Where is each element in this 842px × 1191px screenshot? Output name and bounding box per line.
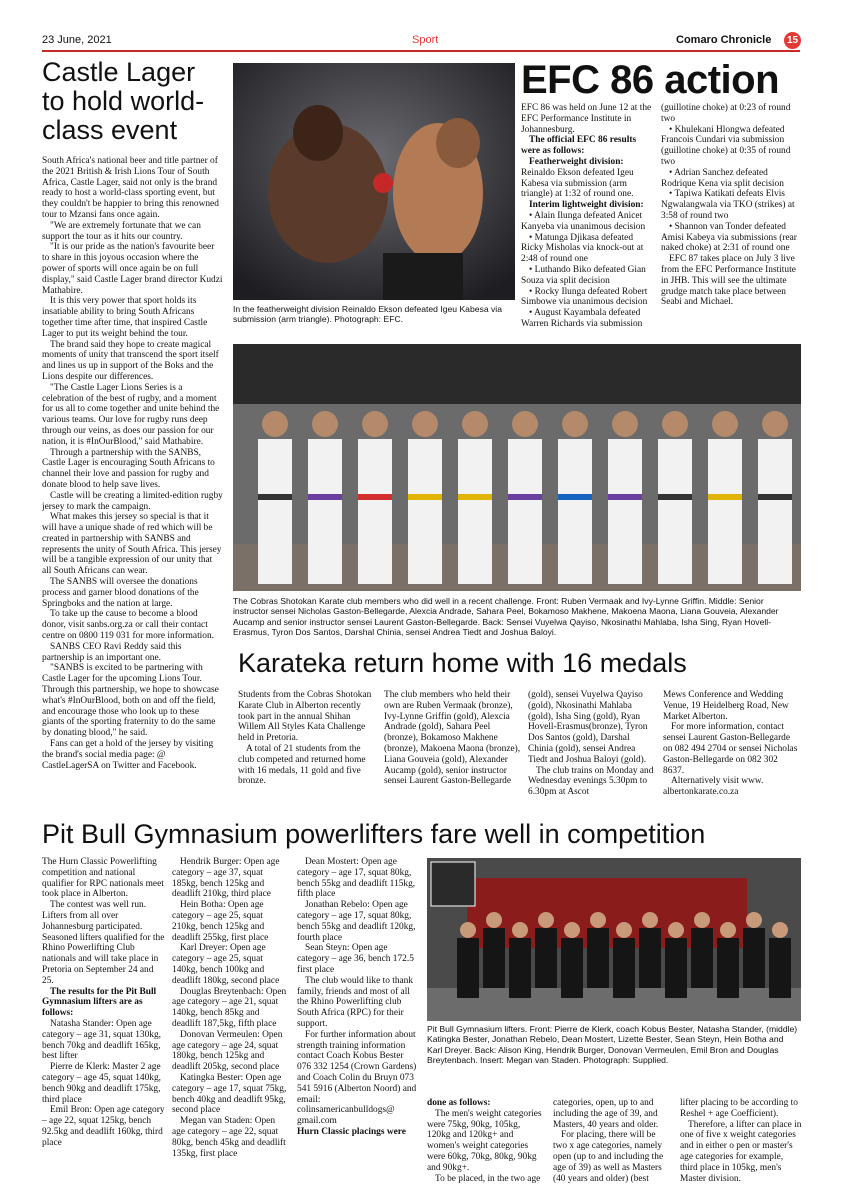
karate-belt	[258, 494, 292, 500]
lifter-head	[590, 912, 606, 928]
paragraph: For further information about strength training information contact Coach Kobus Bester 076 332 1254 (Crown Gardens) and Coach Colin du Bruyn 073 541 5916 (Alberton Noord) and email: colinsamericanbulldogs@ gmail.com	[297, 1029, 417, 1127]
efc-fight-illustration	[233, 63, 515, 300]
karate-column-4	[663, 690, 801, 800]
lifter-figure	[587, 928, 609, 988]
header-rule	[42, 50, 800, 52]
section-label: Sport	[412, 34, 439, 46]
karateka-figure	[308, 439, 342, 584]
pitbull-headline: Pit Bull Gymnasium powerlifters fare well in competition	[42, 819, 706, 849]
paragraph: To take up the cause to become a blood donor, visit sanbs.org.za or call their contact centre on 0800 119 031 for more information.	[42, 609, 215, 642]
karateka-figure	[508, 439, 542, 584]
paragraph: • Matunga Djikasa defeated Ricky Misholas via knock-out at 2:48 of round one	[521, 232, 644, 265]
page-number: 15	[784, 32, 801, 49]
paragraph: EFC 87 takes place on July 3 live from the EFC Performance Institute in JHB. This will see the ultimate grudge match take place between Seabi and Michael.	[661, 254, 796, 308]
karateka-figure	[608, 439, 642, 584]
karateka-figure	[358, 439, 392, 584]
karate-group-illustration	[233, 344, 801, 591]
lifter-head	[564, 922, 580, 938]
paragraph: Interim lightweight division:	[529, 200, 644, 211]
karate-belt	[708, 494, 742, 500]
lifter-head	[772, 922, 788, 938]
paragraph: Jonathan Rebelo: Open age category – age 17, squat 80kg, bench 55kg and deadlift 120kg, fourth place	[297, 900, 416, 943]
castle-headline: Castle Lager to hold world-class event	[42, 57, 205, 145]
paragraph: The contest was well run. Lifters from all over Johannesburg participated. Seasoned lifters qualified for the Rhino Powerlifting Club nationals and will take place in Pretoria on September 24 and 25.	[42, 900, 165, 986]
karateka-head	[612, 411, 638, 437]
paragraph: Donovan Vermeulen: Open age category – age 24, squat 180kg, bench 125kg and deadlift 205kg, second place	[172, 1029, 283, 1073]
paragraph: (guillotine choke) at 0:23 of round two	[661, 103, 791, 124]
paragraph: Emil Bron: Open age category – age 22, squat 125kg, bench 92.5kg and deadlift 160kg, third place	[42, 1105, 165, 1148]
karate-belt	[408, 494, 442, 500]
paragraph: • Luthando Biko defeated Gian Souza via split decision	[521, 264, 646, 286]
lifter-figure	[769, 938, 791, 998]
paragraph: Dean Mostert: Open age category – age 17, squat 80kg, bench 55kg and deadlift 115kg, fifth place	[297, 857, 416, 900]
karateka-figure	[408, 439, 442, 584]
karateka-head	[662, 411, 688, 437]
paragraph: For placing, there will be two x age categories, namely open (up to and including the age of 39) as well as Masters (40 years and older) (best	[553, 1130, 664, 1184]
paragraph: • Shannon van Tonder defeated Amisi Kabeya via submissions (rear naked choke) at 2:31 of round one	[661, 221, 797, 254]
pitbull-photo-caption: Pit Bull Gymnasium lifters. Front: Pierre de Klerk, coach Kobus Bester, Natasha Stander, (middle) Katingka Bester, Jonathan Rebelo, Dean Mostert, Lizette Bester, Sean Steyn, Hein Botha and Karl Dreyer. Back: Alison King, Hendrik Burger, Donovan Vermeulen, Emil Bron and Douglas Breytenbach. Insert: Megan van Staden. Photograph: Supplied.	[427, 1024, 798, 1066]
paragraph: SANBS CEO Ravi Reddy said this partnership is an important one.	[42, 641, 182, 663]
lifter-head	[720, 922, 736, 938]
paragraph: • Alain Ilunga defeated Anicet Kanyeba via unanimous decision	[521, 210, 646, 232]
paragraph: To be placed, in the two age	[435, 1173, 541, 1184]
issue-date: 23 June, 2021	[42, 34, 112, 46]
paragraph: Pierre de Klerk: Master 2 age category – age 45, squat 140kg, bench 90kg and deadlift 175kg, third place	[42, 1062, 161, 1105]
pitbull-group-illustration	[427, 858, 801, 1021]
lifter-figure	[665, 938, 687, 998]
castle-article-body	[42, 156, 223, 771]
karateka-figure	[758, 439, 792, 584]
paragraph: • Tapiwa Katikati defeats Elvis Ngwalangwala via TKO (strikes) at 3:58 of round two	[661, 189, 795, 221]
paragraph: Through a partnership with the SANBS, Castle Lager is encouraging South Africans to channel their love and passion for rugby and donate blood to help save lives.	[42, 447, 215, 490]
paragraph: Sean Steyn: Open age category – age 36, bench 172.5 first place	[297, 943, 414, 975]
lifter-head	[642, 912, 658, 928]
pitbull-column-6	[680, 1098, 802, 1184]
karateka-figure	[258, 439, 292, 584]
paragraph: Hurn Classic placings were	[297, 1126, 406, 1137]
efc-column-1	[521, 103, 654, 328]
pitbull-column-1	[42, 857, 167, 1157]
karateka-head	[312, 411, 338, 437]
lifter-head	[538, 912, 554, 928]
efc-photo-caption: In the featherweight division Reinaldo Ekson defeated Igeu Kabesa via submission (arm triangle). Photograph: EFC.	[233, 304, 502, 325]
paragraph: The club would like to thank family, friends and most of all the Rhino Powerlifting club South Africa (RPC) for their support.	[297, 975, 414, 1029]
paragraph: Reinaldo Ekson defeated Igeu Kabesa via submission (arm triangle) at 1:32 of round one.	[521, 167, 634, 200]
paragraph: The club trains on Monday and Wednesday evenings 5.30pm to 6.30pm at Ascot	[528, 765, 654, 798]
karate-belt	[458, 494, 492, 500]
lifter-figure	[717, 938, 739, 998]
paragraph: A total of 21 students from the club competed and returned home with 16 medals, 11 gold and five bronze.	[238, 743, 366, 787]
efc-headline: EFC 86 action	[521, 58, 780, 102]
karate-group-photo	[233, 344, 801, 591]
paragraph: Featherweight division:	[529, 156, 624, 167]
paragraph: The brand said they hope to create magical moments of unity that transcend the sport itself and lines us up in support of the Boks and the Lions despite our differences.	[42, 339, 219, 382]
karateka-head	[412, 411, 438, 437]
lifter-figure	[535, 928, 557, 988]
pitbull-column-4	[427, 1098, 544, 1184]
karateka-figure	[708, 439, 742, 584]
paragraph: Katingka Bester: Open age category – age 17, squat 75kg, bench 40kg and deadlift 95kg, second place	[172, 1072, 287, 1116]
paragraph: Castle will be creating a limited-edition rugby jersey to mark the campaign.	[42, 490, 223, 512]
pitbull-column-2	[172, 857, 290, 1157]
lifter-head	[668, 922, 684, 938]
paragraph: Natasha Stander: Open age category – age 31, squat 130kg, bench 70kg and deadlift 165kg, best lifter	[42, 1018, 161, 1062]
lifter-head	[616, 922, 632, 938]
paragraph: The men's weight categories were 75kg, 90kg, 105kg, 120kg and 120kg+ and women's weight categories were 60kg, 70kg, 80kg, 90kg and 90kg+.	[427, 1108, 542, 1173]
paragraph: • Rocky Ilunga defeated Robert Simbowe via unanimous decision	[521, 286, 648, 308]
paragraph: "It is our pride as the nation's favourite beer to share in this joyous occasion where the power of sports will once again be on full display," said Castle Lager brand director Kudzi Mathabire.	[42, 242, 223, 296]
lifter-head	[694, 912, 710, 928]
lifter-figure	[691, 928, 713, 988]
lifter-figure	[509, 938, 531, 998]
karate-belt	[758, 494, 792, 500]
karate-article-body	[238, 690, 801, 800]
paragraph: Douglas Breytenbach: Open age category – age 21, squat 140kg, bench 85kg and deadlift 187,5kg, fifth place	[172, 986, 287, 1029]
efc-column-2	[661, 103, 801, 328]
karateka-head	[462, 411, 488, 437]
paragraph: Hein Botha: Open age category – age 25, squat 210kg, bench 125kg and deadlift 255kg, first place	[172, 900, 269, 943]
karateka-figure	[658, 439, 692, 584]
lifter-figure	[457, 938, 479, 998]
paragraph: • August Kayambala defeated Warren Richards via submission	[521, 308, 643, 329]
paragraph: (gold), sensei Vuyelwa Qayiso (gold), Nkosinathi Mahlaba (gold), Isha Sing (gold), Ryan Hovell-Erasmus(bronze), Tyron Dos Santos (gold), Darshal Chinia (gold), sensei Andrea Tiedt and Joshua Baloyi (gold).	[528, 690, 648, 765]
lifter-head	[512, 922, 528, 938]
karate-belt	[658, 494, 692, 500]
paragraph: categories, open, up to and including the age of 39, and Masters, 40 years and older.	[553, 1098, 659, 1130]
paragraph: Therefore, a lifter can place in one of five x weight categories and in either o pen or master's age categories for example, third place in 105kg, men's Master division.	[680, 1119, 802, 1184]
karateka-head	[562, 411, 588, 437]
karate-belt	[608, 494, 642, 500]
pitbull-column-3	[297, 857, 419, 1157]
paragraph: For more information, contact sensei Laurent Gaston-Bellegarde on 082 494 2704 or sensei Nicholas Gaston-Bellegarde on 082 302 8637.	[663, 722, 798, 776]
paragraph: Megan van Staden: Open age category – age 22, squat 80kg, bench 45kg and deadlift 135kg, first place	[172, 1116, 286, 1159]
paragraph: The official EFC 86 results were as follows:	[521, 135, 637, 157]
paragraph: "SANBS is excited to be partnering with Castle Lager for the upcoming Lions Tour. Through this partnership, we hope to showcase what's #InOurBlood, both on and off the field, and encourage those who look up to these giants of the sporting fraternity to do the same by donating blood," he said.	[42, 663, 219, 739]
karate-belt	[508, 494, 542, 500]
karate-column-1	[238, 690, 376, 800]
lifter-head	[486, 912, 502, 928]
paragraph: The SANBS will oversee the donations process and garner blood donations of the Springboks and the nation at large.	[42, 577, 199, 609]
paragraph: Karl Dreyer: Open age category – age 25, squat 140kg, bench 100kg and deadlift 180kg, second place	[172, 943, 280, 986]
paragraph: Hendrik Burger: Open age category – age 37, squat 185kg, bench 125kg and deadlift 210kg, third place	[172, 857, 280, 900]
karate-belt	[558, 494, 592, 500]
page-header	[42, 33, 800, 49]
pitbull-column-5	[553, 1098, 670, 1184]
karate-column-3	[528, 690, 656, 800]
lifter-figure	[639, 928, 661, 988]
lifter-figure	[483, 928, 505, 988]
lifter-figure	[561, 938, 583, 998]
paragraph: Mews Conference and Wedding Venue, 19 Heidelberg Road, New Market Alberton.	[663, 690, 789, 722]
paragraph: It is this very power that sport holds its insatiable ability to bring South Africans together time after time, that inspired Castle Lager to put its weight behind the tour.	[42, 296, 208, 339]
paragraph: • Adrian Sanchez defeated Rodrique Kena via split decision	[661, 167, 784, 189]
karateka-head	[762, 411, 788, 437]
karate-belt	[358, 494, 392, 500]
paragraph: Students from the Cobras Shotokan Karate Club in Alberton recently took part in the annual Shihan Willem All Styles Kata Challenge held in Pretoria.	[238, 690, 372, 744]
paragraph: lifter placing to be according to Reshel + age Coefficient).	[680, 1098, 798, 1119]
karate-belt	[308, 494, 342, 500]
paragraph: The Hurn Classic Powerlifting competition and national qualifier for RPC nationals meet took place in Alberton.	[42, 857, 164, 900]
efc-fight-photo	[233, 63, 515, 300]
karateka-head	[362, 411, 388, 437]
paragraph: Alternatively visit www. albertonkarate.co.za	[663, 776, 764, 798]
paragraph: "The Castle Lager Lions Series is a celebration of the best of rugby, and a moment for us all to come together and unite behind the various teams. Our love for rugby runs deep through our veins, as does our passion for our nation, it is #InOurBlood," said Mathabire.	[42, 382, 220, 447]
paragraph: The results for the Pit Bull Gymnasium lifters are as follows:	[42, 986, 157, 1019]
karateka-head	[712, 411, 738, 437]
paragraph: EFC 86 was held on June 12 at the EFC Performance Institute in Johannesburg.	[521, 103, 652, 135]
karate-column-2	[384, 690, 522, 800]
lifter-figure	[613, 938, 635, 998]
paragraph: • Khulekani Hlongwa defeated Francois Cundari via submission (guillotine choke) at 0:35 of round two	[661, 124, 791, 167]
karateka-head	[512, 411, 538, 437]
newspaper-name: Comaro Chronicle	[676, 34, 772, 46]
paragraph: done as follows:	[427, 1098, 491, 1108]
lifter-figure	[743, 928, 765, 988]
pitbull-group-photo	[427, 858, 801, 1021]
paragraph: "We are extremely fortunate that we can support the tour as it hits our country.	[42, 220, 201, 242]
paragraph: South Africa's national beer and title partner of the 2021 British & Irish Lions Tour of South Africa, Castle Lager, said not only is the brand ready to host a world-class sporting event, but they couldn't be happier to bring this renowned tour to Mzansi fans once again.	[42, 156, 219, 220]
karate-headline: Karateka return home with 16 medals	[238, 648, 687, 678]
karateka-figure	[458, 439, 492, 584]
paragraph: Fans can get a hold of the jersey by visiting the brand's social media page: @ CastleLagerSA on Twitter and Facebook.	[42, 739, 214, 771]
karate-photo-caption: The Cobras Shotokan Karate club members who did well in a recent challenge. Front: Ruben Vermaak and Ivy-Lynne Griffin. Middle: Senior instructor sensei Nicholas Gaston-Bellegarde, Alexcia Andrade, Sahara Peel, Bokamoso Makhene, Makoena Maona, Liana Gouveia, Alexander Aucamp and senior instructor sensei Laurent Gaston-Bellegarde. Back: Sensei Vuyelwa Qayiso, Nkosinathi Mahlaba, Isha Sing, Ryan Hovell-Erasmus, Tyron Dos Santos, Darshal Chinia, sensei Andrea Tiedt and Joshua Baloyi.	[233, 596, 779, 638]
lifter-head	[746, 912, 762, 928]
karateka-head	[262, 411, 288, 437]
paragraph: What makes this jersey so special is that it will have a unique shade of red which will be created in partnership with SANBS and represents the unity of South Africa. This jersey will be a tangible expression of our unity that all South Africans can wear.	[42, 512, 222, 577]
lifter-head	[460, 922, 476, 938]
karateka-figure	[558, 439, 592, 584]
paragraph: The club members who held their own are Ruben Vermaak (bronze), Ivy-Lynne Griffin (gold), Alexcia Andrade (gold), Sahara Peel (bronze), Bokamoso Makhene (bronze), Makoena Maona (bronze), Liana Gouveia (gold), Alexander Aucamp (gold), senior instructor sensei Laurent Gaston-Bellegarde	[384, 690, 521, 787]
